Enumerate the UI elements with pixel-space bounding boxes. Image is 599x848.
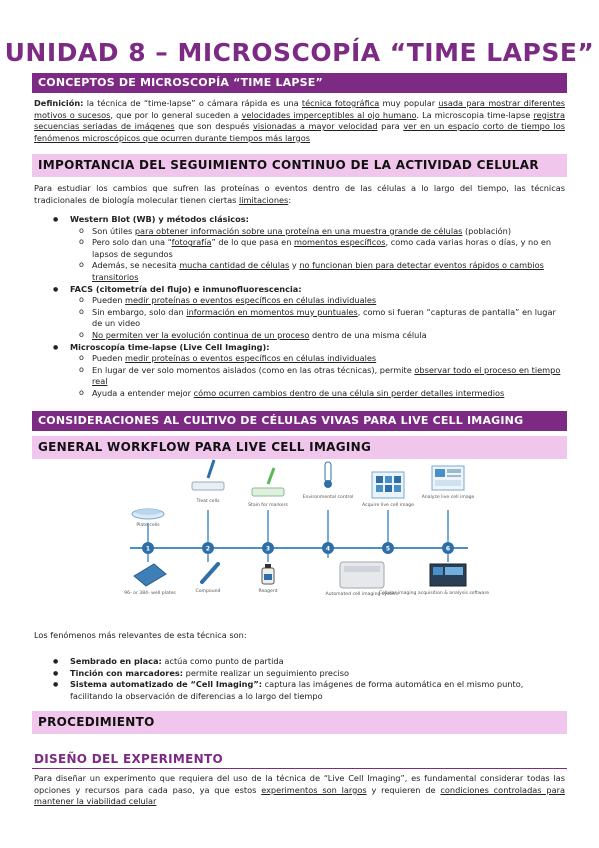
reagent-bottle-icon [262,564,274,584]
step-number: 3 [265,545,271,553]
text-run: mucha cantidad de células [179,260,290,271]
text-run: ver en un espacio corto de tiempo los fenómenos microscópicos que ocurren durante tiempos más largos [34,121,565,143]
text-run: Pero solo dan una “ [92,237,172,248]
text-run: muy popular [379,98,439,108]
thermometer-icon [324,462,332,488]
list-item [34,656,565,668]
text-run: para obtener información sobre una proteína en una muestra grande de células [134,225,463,236]
section-heading-procedimiento: PROCEDIMIENTO [32,711,567,734]
text-run: No permiten ver la evolución continua de un proceso [92,329,310,340]
text-run: : [288,194,292,205]
text-run: Además, se necesita [92,260,180,271]
step-label: Environmental control [302,495,354,500]
text-run: , como si fueran “capturas de pantalla” en lugar de un video [92,306,556,329]
bottom-label: 96- or 384- well plates [124,591,176,596]
workflow-illustration [122,458,490,598]
list-item [34,668,565,680]
list-item [34,679,565,702]
step-label: Plate cells [136,523,160,528]
acquire-image-icon [372,472,404,498]
page-title: UNIDAD 8 – MICROSCOPÍA “TIME LAPSE” [4,38,595,67]
text-run: medir proteínas o eventos específicos en células individuales [125,353,377,364]
definition-label: Definición: [34,98,84,108]
section-heading-importancia: IMPORTANCIA DEL SEGUIMIENTO CONTINUO DE LA ACTIVIDAD CELULAR [32,154,567,177]
well-plate-icon [134,564,166,586]
text-run: usada para mostrar diferentes motivos o sucesos [34,98,565,120]
step-number: 5 [385,545,391,553]
stain-icon [252,468,284,496]
list-subitem [34,365,565,388]
list-subitem [34,226,565,238]
plate-icon [132,509,164,519]
list-subitem [34,388,565,400]
step-label: Stain for markers [248,503,288,508]
text-run: momentos específicos [294,237,386,248]
workflow-figure [122,458,490,598]
step-label: Acquire live cell image [362,503,414,508]
definition-paragraph [34,98,565,144]
step-number: 6 [445,545,451,553]
text-run: para [377,121,404,132]
bottom-label: Cellular imaging acquisition & analysis software [378,591,490,596]
text-run: la técnica de “time-lapse” o cámara rápida es una [83,98,302,108]
step-number: 1 [145,545,151,553]
text-run: actúa como punto de partida [161,656,284,666]
text-run: observar todo el proceso en tiempo real [92,364,561,387]
importance-intro [34,183,565,206]
step-label: Analyze live cell image [421,495,475,500]
step-number: 4 [325,545,331,553]
list-subitem [34,307,565,330]
experiment-design-paragraph [34,773,565,808]
imaging-system-icon [340,562,384,588]
bottom-label: Reagent [258,589,278,594]
phenomena-list [34,656,565,702]
text-run: y requieren de [366,784,441,795]
text-run: medir proteínas o eventos específicos en células individuales [125,295,377,306]
text-run: . La microscopia time-lapse [416,109,534,120]
bottom-label: Automated cell imaging system [325,592,399,597]
text-run: cómo ocurren cambios dentro de una célula sin perder detalles intermedios [193,387,505,398]
list-subitem [34,295,565,307]
step-number: 2 [205,545,211,553]
item-label: Tinción con marcadores: [70,667,184,678]
text-run: Pueden [92,295,126,306]
text-run: Pueden [92,353,126,364]
bottom-label: Compound [195,589,221,594]
top-labels [136,494,474,528]
item-label: Sistema automatizado de “Cell Imaging”: [70,679,263,690]
text-run: limitaciones [239,194,289,205]
text-run: que son después [174,121,253,132]
subsection-heading-diseno: DISEÑO DEL EXPERIMENTO [34,752,223,766]
treat-cells-icon [192,460,224,490]
section-heading-consideraciones: CONSIDERACIONES AL CULTIVO DE CÉLULAS VIVAS PARA LIVE CELL IMAGING [32,411,567,431]
item-label: Sembrado en placa: [70,656,162,666]
text-run: dentro de una misma célula [309,329,427,340]
pipette-icon [202,564,218,582]
text-run: registra secuencias seriadas de imágenes [34,109,565,132]
text-run: velocidades imperceptibles al ojo humano [241,109,417,120]
text-run: técnica fotográfica [301,98,380,108]
phenomena-intro: Los fenómenos más relevantes de esta técnica son: [34,630,247,640]
text-run: Para estudiar los cambios que sufren las proteínas o eventos dentro de las células a lo largo del tiempo, las técnicas tradicionales de biología molecular tienen ciertas [34,183,565,205]
text-run: En lugar de ver solo momentos aislados (como en las otras técnicas), permite [92,364,415,375]
software-monitor-icon [430,564,466,586]
text-run: visionadas a mayor velocidad [252,121,378,132]
text-run: Sin embargo, solo dan [92,306,187,317]
text-run: , que por lo general suceden a [110,109,242,120]
heading-underline [32,768,567,769]
text-run: condiciones controladas para mantener la viabilidad celular [34,784,565,807]
list-subitem [34,237,565,260]
list-subitem [34,353,565,365]
list-item-live-cell: ● Microscopía time-lapse (Live Cell Imaging): [34,342,565,354]
section-heading-conceptos: CONCEPTOS DE MICROSCOPÍA “TIME LAPSE” [32,73,567,93]
text-run: y [289,260,300,271]
text-run: no funcionan bien para detectar eventos rápidos o cambios transitorios [92,260,544,282]
text-run: ” de lo que pasa en [211,237,295,248]
text-run: Son útiles [92,225,135,236]
text-run: permite realizar un seguimiento preciso [183,667,349,678]
list-item-facs: ● FACS (citometría del flujo) e inmunofluorescencia: [34,284,565,296]
text-run: (población) [462,225,512,236]
list-item-western-blot: ● Western Blot (WB) y métodos clásicos: [34,214,565,226]
bottom-labels [124,588,489,597]
text-run: información en momentos muy puntuales [186,306,358,317]
analyze-image-icon [432,466,464,490]
techniques-list [34,214,565,400]
list-subitem [34,330,565,342]
text-run: captura las imágenes de forma automática en el mismo punto, facilitando la observación de diferencias a lo largo del tiempo [70,679,524,701]
text-run: fotografía [171,237,212,248]
text-run: Para diseñar un experimento que requiera del uso de la técnica de “Live Cell Imaging”, es fundamental considerar todas las opciones y recursos para cada paso, ya que estos [34,773,565,795]
connectors [145,510,451,562]
text-run: , como cada varias horas o días, y no en lapsos de segundos [92,237,552,259]
text-run: experimentos son largos [261,784,367,795]
step-label: Treat cells [196,499,220,504]
section-heading-workflow: GENERAL WORKFLOW PARA LIVE CELL IMAGING [32,436,567,459]
list-subitem [34,260,565,283]
text-run: Ayuda a entender mejor [92,387,194,398]
